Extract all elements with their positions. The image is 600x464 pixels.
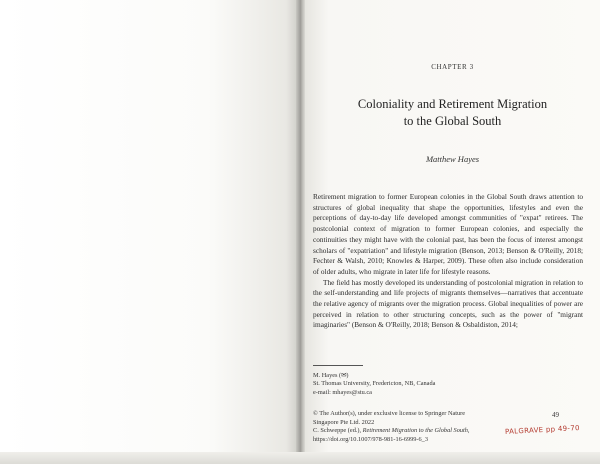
paragraph-1: Retirement migration to former European colonies in the Global South draws attention to structures of global inequality that shape the opportunities, lifestyles and even the perceptions of day-to-day life developed amongst communities of "expat" retirees. The postcolonial context of migration to former European colonies, and especially the continuities they might have with the colonial past, has been the focus of interest amongst scholars of "expatriation" and lifestyle migration (Benson, 2013; Benson & O'Reilly, 2018; Fechter & Walsh, 2010; Knowles & Harper, 2009). These often also include consideration of older adults, who migrate in later life for lifestyle reasons. xyxy=(313,192,583,276)
affiliation-name: M. Hayes (✉) xyxy=(313,372,349,379)
copyright-line-1: © The Author(s), under exclusive license to Springer Nature xyxy=(313,410,466,417)
doi-link[interactable]: https://doi.org/10.1007/978-981-16-6999-6_3 xyxy=(313,435,428,443)
body-text xyxy=(313,192,583,331)
author-name: Matthew Hayes xyxy=(425,154,480,164)
affiliation-institution: St. Thomas University, Fredericton, NB, Canada xyxy=(313,380,436,388)
chapter-title-line-1: Coloniality and Retirement Migration xyxy=(357,97,548,111)
chapter-label: CHAPTER 3 xyxy=(431,63,474,71)
copyright-notice xyxy=(313,410,513,444)
copyright-line-2: Singapore Pte Ltd. 2022 xyxy=(313,418,375,426)
page-bottom-edge xyxy=(0,452,600,464)
page-number: 49 xyxy=(552,411,559,419)
affiliation-email[interactable]: e-mail: mhayes@stu.ca xyxy=(313,388,372,396)
author-affiliation xyxy=(313,372,573,397)
citation-line xyxy=(313,427,513,436)
footnote-rule xyxy=(313,365,363,366)
left-page-blank xyxy=(0,0,298,464)
citation-editor: C. Schweppe (ed.), xyxy=(313,427,363,435)
chapter-title-line-2: to the Global South xyxy=(403,114,502,128)
chapter-title xyxy=(305,96,600,130)
paragraph-2: The field has mostly developed its understanding of postcolonial migration in relation to the self-understanding and life projects of migrants themselves—narratives that accentuate the relative agency of migrants over the migration process. Global inequalities of power are perceived in relation to other structuring concepts, such as the power of "migrant imaginaries" (Benson & O'Reilly, 2018; Benson & Osbaldiston, 2014; xyxy=(313,277,583,330)
citation-book-title: Retirement Migration to the Global South, xyxy=(362,427,470,435)
handwritten-annotation: PALGRAVE pp 49-70 xyxy=(504,424,580,436)
